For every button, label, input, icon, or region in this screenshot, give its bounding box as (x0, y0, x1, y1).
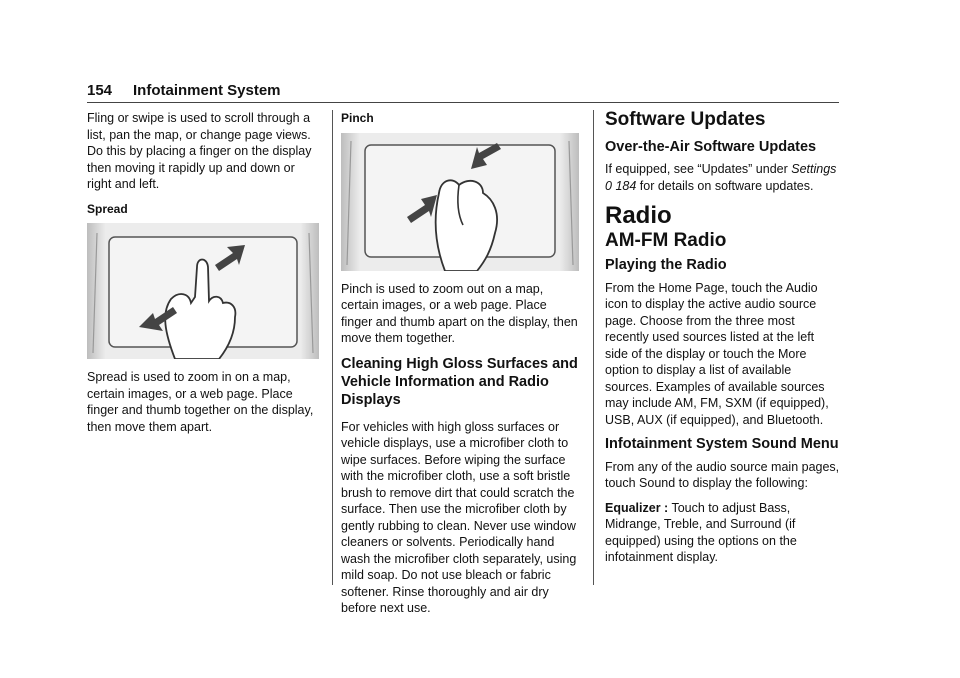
page-number: 154 (87, 82, 113, 99)
equalizer-paragraph: Equalizer : Touch to adjust Bass, Midrange, Treble, and Surround (if equipped) using the options on the infotainment display. (605, 500, 797, 564)
radio-heading: Radio (605, 202, 672, 229)
header-divider (87, 102, 839, 103)
sound-menu-heading: Infotainment System Sound Menu (605, 436, 839, 452)
page-reference-icon: 0 (605, 178, 612, 193)
section-title: Infotainment System (133, 82, 281, 99)
spread-paragraph: Spread is used to zoom in on a map, certain images, or a web page. Place finger and thumb together on the display, then move them apart. (87, 370, 314, 434)
settings-reference-link[interactable]: Settings (791, 162, 837, 176)
column-middle (341, 110, 581, 625)
amfm-heading: AM-FM Radio (605, 229, 727, 251)
cleaning-heading: Cleaning High Gloss Surfaces and Vehicle Information and Radio Displays (341, 355, 578, 408)
column-divider-2 (593, 110, 594, 585)
ota-paragraph: If equipped, see “Updates” under Settings 0 184 for details on software updates. (605, 162, 837, 193)
column-divider-1 (332, 110, 333, 585)
software-updates-heading: Software Updates (605, 109, 766, 130)
pinch-paragraph: Pinch is used to zoom out on a map, certain images, or a web page. Place finger and thumb apart on the display, then move them together. (341, 281, 578, 345)
playing-paragraph: From the Home Page, touch the Audio icon to display the active audio source page. Choose from the three most recently used sources listed at the left side of the display or touch the More option to display a list of available sources. Examples of available sources may include AM, FM, SXM (if equipped), USB, AUX (if equipped), and Bluetooth. (605, 280, 829, 427)
page-header (87, 82, 839, 104)
equalizer-term: Equalizer : (605, 500, 669, 515)
sound-menu-paragraph: From any of the audio source main pages, touch Sound to display the following: (605, 459, 840, 490)
cleaning-paragraph: For vehicles with high gloss surfaces or vehicle displays, use a microfiber cloth to wipe surfaces. Before wiping the surface with the microfiber cloth, use a soft bristle brush to remove dirt that could scratch the surface. Then use the microfiber cloth by gently rubbing to clean. Never use window cleaners or solvents. Periodically hand wash the microfiber cloth separately, using mild soap. Do not use bleach or fabric softener. Rinse thoroughly and air dry before next use. (341, 419, 577, 615)
fling-paragraph: Fling or swipe is used to scroll through a list, pan the map, or change page views. Do this by placing a finger on the display then moving it rapidly up and down or right and left. (87, 111, 312, 191)
page-reference-link[interactable]: 184 (615, 178, 637, 193)
spread-label: Spread (87, 201, 128, 216)
column-right (605, 110, 840, 574)
pinch-gesture-illustration (341, 133, 579, 271)
pinch-label: Pinch (341, 111, 374, 125)
spread-gesture-illustration (87, 223, 319, 359)
ota-heading: Over-the-Air Software Updates (605, 138, 817, 155)
column-left (87, 110, 319, 443)
playing-heading: Playing the Radio (605, 257, 727, 273)
